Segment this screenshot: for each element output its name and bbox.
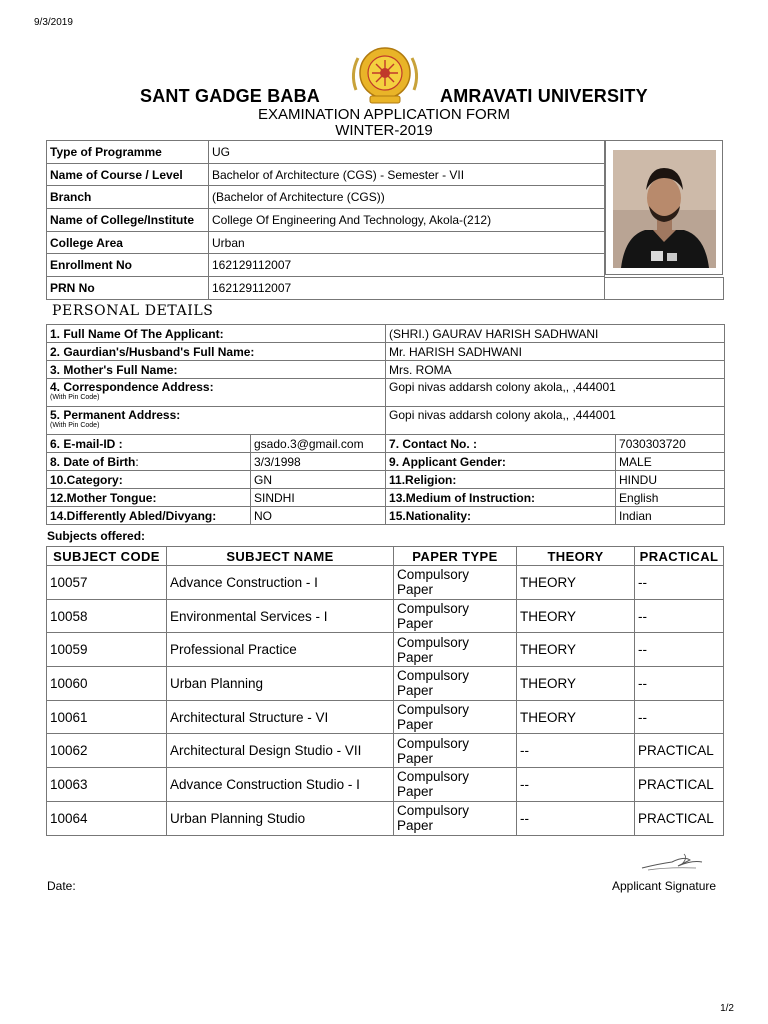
contact-label: 7. Contact No. : <box>386 435 616 453</box>
permanent-address-label-cell <box>47 407 386 435</box>
subject-name: Professional Practice <box>167 633 394 667</box>
print-date: 9/3/2019 <box>34 17 73 28</box>
paper-type-cell <box>394 566 517 600</box>
theory-value: THEORY <box>517 633 635 667</box>
subject-name: Advance Construction - I <box>167 566 394 600</box>
subject-row <box>47 734 724 768</box>
paper-type: Compulsory <box>397 735 470 751</box>
subjects-table <box>46 546 724 836</box>
dob-colon: : <box>135 454 139 469</box>
paper-type-suffix: Paper <box>397 582 434 598</box>
religion-value: HINDU <box>616 471 725 489</box>
theory-value: THEORY <box>517 599 635 633</box>
programme-details-table <box>46 140 605 300</box>
university-seal-logo <box>348 44 422 106</box>
paper-type-cell <box>394 801 517 835</box>
personal-row <box>47 361 725 379</box>
correspondence-address-value: Gopi nivas addarsh colony akola,, ,444001 <box>386 379 725 407</box>
programme-row <box>47 231 605 254</box>
programme-label: PRN No <box>47 277 209 300</box>
column-header: THEORY <box>517 547 635 566</box>
subject-code: 10060 <box>47 667 167 701</box>
form-title: EXAMINATION APPLICATION FORM <box>258 106 510 123</box>
programme-value: 162129112007 <box>209 254 605 277</box>
subject-code: 10058 <box>47 599 167 633</box>
differently-abled-label: 14.Differently Abled/Divyang: <box>47 507 251 525</box>
paper-type-suffix: Paper <box>397 784 434 800</box>
subject-name: Architectural Design Studio - VII <box>167 734 394 768</box>
guardian-value: Mr. HARISH SADHWANI <box>386 343 725 361</box>
paper-type-suffix: Paper <box>397 750 434 766</box>
mother-tongue-label: 12.Mother Tongue: <box>47 489 251 507</box>
personal-row <box>47 435 725 453</box>
applicant-photo-frame <box>605 140 723 275</box>
personal-details-heading: PERSONAL DETAILS <box>52 303 214 319</box>
paper-type: Compulsory <box>397 803 470 819</box>
personal-details-table <box>46 324 725 525</box>
mother-label: 3. Mother's Full Name: <box>47 361 386 379</box>
applicant-signature-mark <box>638 850 710 876</box>
practical-value: PRACTICAL <box>635 801 724 835</box>
theory-value: THEORY <box>517 566 635 600</box>
medium-label: 13.Medium of Instruction: <box>386 489 616 507</box>
theory-value: THEORY <box>517 667 635 701</box>
paper-type-cell <box>394 768 517 802</box>
practical-value: -- <box>635 700 724 734</box>
gender-label: 9. Applicant Gender: <box>386 453 616 471</box>
subject-code: 10059 <box>47 633 167 667</box>
subject-code: 10057 <box>47 566 167 600</box>
subject-name: Advance Construction Studio - I <box>167 768 394 802</box>
subject-row <box>47 599 724 633</box>
programme-value: Urban <box>209 231 605 254</box>
theory-value: -- <box>517 734 635 768</box>
practical-value: -- <box>635 599 724 633</box>
pin-code-note: (With Pin Code) <box>50 422 100 429</box>
subjects-header-row <box>47 547 724 566</box>
programme-label: Type of Programme <box>47 141 209 164</box>
practical-value: -- <box>635 566 724 600</box>
programme-row <box>47 163 605 186</box>
subject-code: 10063 <box>47 768 167 802</box>
subjects-offered-label: Subjects offered: <box>47 529 146 543</box>
contact-value: 7030303720 <box>616 435 725 453</box>
personal-row <box>47 453 725 471</box>
paper-type: Compulsory <box>397 769 470 785</box>
dob-label-cell <box>47 453 251 471</box>
subject-row <box>47 667 724 701</box>
personal-row <box>47 407 725 435</box>
programme-value: 162129112007 <box>209 277 605 300</box>
theory-value: -- <box>517 801 635 835</box>
programme-row <box>47 141 605 164</box>
dob-value: 3/3/1998 <box>251 453 386 471</box>
email-value: gsado.3@gmail.com <box>251 435 386 453</box>
page-number: 1/2 <box>720 1003 734 1014</box>
nationality-label: 15.Nationality: <box>386 507 616 525</box>
subject-name: Environmental Services - I <box>167 599 394 633</box>
programme-value: Bachelor of Architecture (CGS) - Semester - VII <box>209 163 605 186</box>
personal-row <box>47 489 725 507</box>
programme-label: Name of Course / Level <box>47 163 209 186</box>
paper-type-suffix: Paper <box>397 649 434 665</box>
guardian-label: 2. Gaurdian's/Husband's Full Name: <box>47 343 386 361</box>
personal-row <box>47 325 725 343</box>
subject-code: 10062 <box>47 734 167 768</box>
subject-row <box>47 633 724 667</box>
paper-type: Compulsory <box>397 702 470 718</box>
paper-type: Compulsory <box>397 601 470 617</box>
paper-type: Compulsory <box>397 567 470 583</box>
permanent-address-value: Gopi nivas addarsh colony akola,, ,444001 <box>386 407 725 435</box>
theory-value: THEORY <box>517 700 635 734</box>
personal-row <box>47 379 725 407</box>
subject-name: Urban Planning Studio <box>167 801 394 835</box>
correspondence-address-label: 4. Correspondence Address: <box>50 380 214 394</box>
date-label: Date: <box>47 879 76 893</box>
theory-value: -- <box>517 768 635 802</box>
prn-row-extension <box>604 277 724 300</box>
category-value: GN <box>251 471 386 489</box>
university-name-right: AMRAVATI UNIVERSITY <box>440 86 648 106</box>
nationality-value: Indian <box>616 507 725 525</box>
paper-type-suffix: Paper <box>397 616 434 632</box>
column-header: PRACTICAL <box>635 547 724 566</box>
email-label: 6. E-mail-ID : <box>47 435 251 453</box>
programme-value: UG <box>209 141 605 164</box>
paper-type: Compulsory <box>397 634 470 650</box>
subject-name: Architectural Structure - VI <box>167 700 394 734</box>
religion-label: 11.Religion: <box>386 471 616 489</box>
personal-row <box>47 471 725 489</box>
programme-label: College Area <box>47 231 209 254</box>
personal-row <box>47 343 725 361</box>
personal-row <box>47 507 725 525</box>
programme-value: (Bachelor of Architecture (CGS)) <box>209 186 605 209</box>
paper-type-suffix: Paper <box>397 683 434 699</box>
programme-label: Enrollment No <box>47 254 209 277</box>
programme-label: Branch <box>47 186 209 209</box>
differently-abled-value: NO <box>251 507 386 525</box>
paper-type-cell <box>394 667 517 701</box>
column-header: SUBJECT CODE <box>47 547 167 566</box>
gender-value: MALE <box>616 453 725 471</box>
applicant-signature-label: Applicant Signature <box>612 879 717 893</box>
practical-value: PRACTICAL <box>635 734 724 768</box>
column-header: PAPER TYPE <box>394 547 517 566</box>
paper-type-cell <box>394 633 517 667</box>
column-header: SUBJECT NAME <box>167 547 394 566</box>
exam-session: WINTER-2019 <box>335 122 433 139</box>
subject-row <box>47 768 724 802</box>
correspondence-address-label-cell <box>47 379 386 407</box>
practical-value: -- <box>635 667 724 701</box>
category-label: 10.Category: <box>47 471 251 489</box>
subject-code: 10061 <box>47 700 167 734</box>
paper-type-suffix: Paper <box>397 717 434 733</box>
programme-value: College Of Engineering And Technology, Akola-(212) <box>209 209 605 232</box>
programme-row <box>47 277 605 300</box>
mother-tongue-value: SINDHI <box>251 489 386 507</box>
paper-type-suffix: Paper <box>397 818 434 834</box>
full-name-value: (SHRI.) GAURAV HARISH SADHWANI <box>386 325 725 343</box>
university-name-left: SANT GADGE BABA <box>140 86 321 106</box>
subject-name: Urban Planning <box>167 667 394 701</box>
mother-value: Mrs. ROMA <box>386 361 725 379</box>
pin-code-note: (With Pin Code) <box>50 394 100 401</box>
subject-row <box>47 700 724 734</box>
paper-type: Compulsory <box>397 668 470 684</box>
subject-row <box>47 801 724 835</box>
subject-row <box>47 566 724 600</box>
paper-type-cell <box>394 599 517 633</box>
paper-type-cell <box>394 700 517 734</box>
programme-row <box>47 209 605 232</box>
dob-label: 8. Date of Birth <box>50 454 136 469</box>
permanent-address-label: 5. Permanent Address: <box>50 408 181 422</box>
practical-value: PRACTICAL <box>635 768 724 802</box>
programme-row <box>47 186 605 209</box>
programme-row <box>47 254 605 277</box>
programme-label: Name of College/Institute <box>47 209 209 232</box>
practical-value: -- <box>635 633 724 667</box>
applicant-photo <box>613 150 716 268</box>
paper-type-cell <box>394 734 517 768</box>
subject-code: 10064 <box>47 801 167 835</box>
medium-value: English <box>616 489 725 507</box>
full-name-label: 1. Full Name Of The Applicant: <box>47 325 386 343</box>
